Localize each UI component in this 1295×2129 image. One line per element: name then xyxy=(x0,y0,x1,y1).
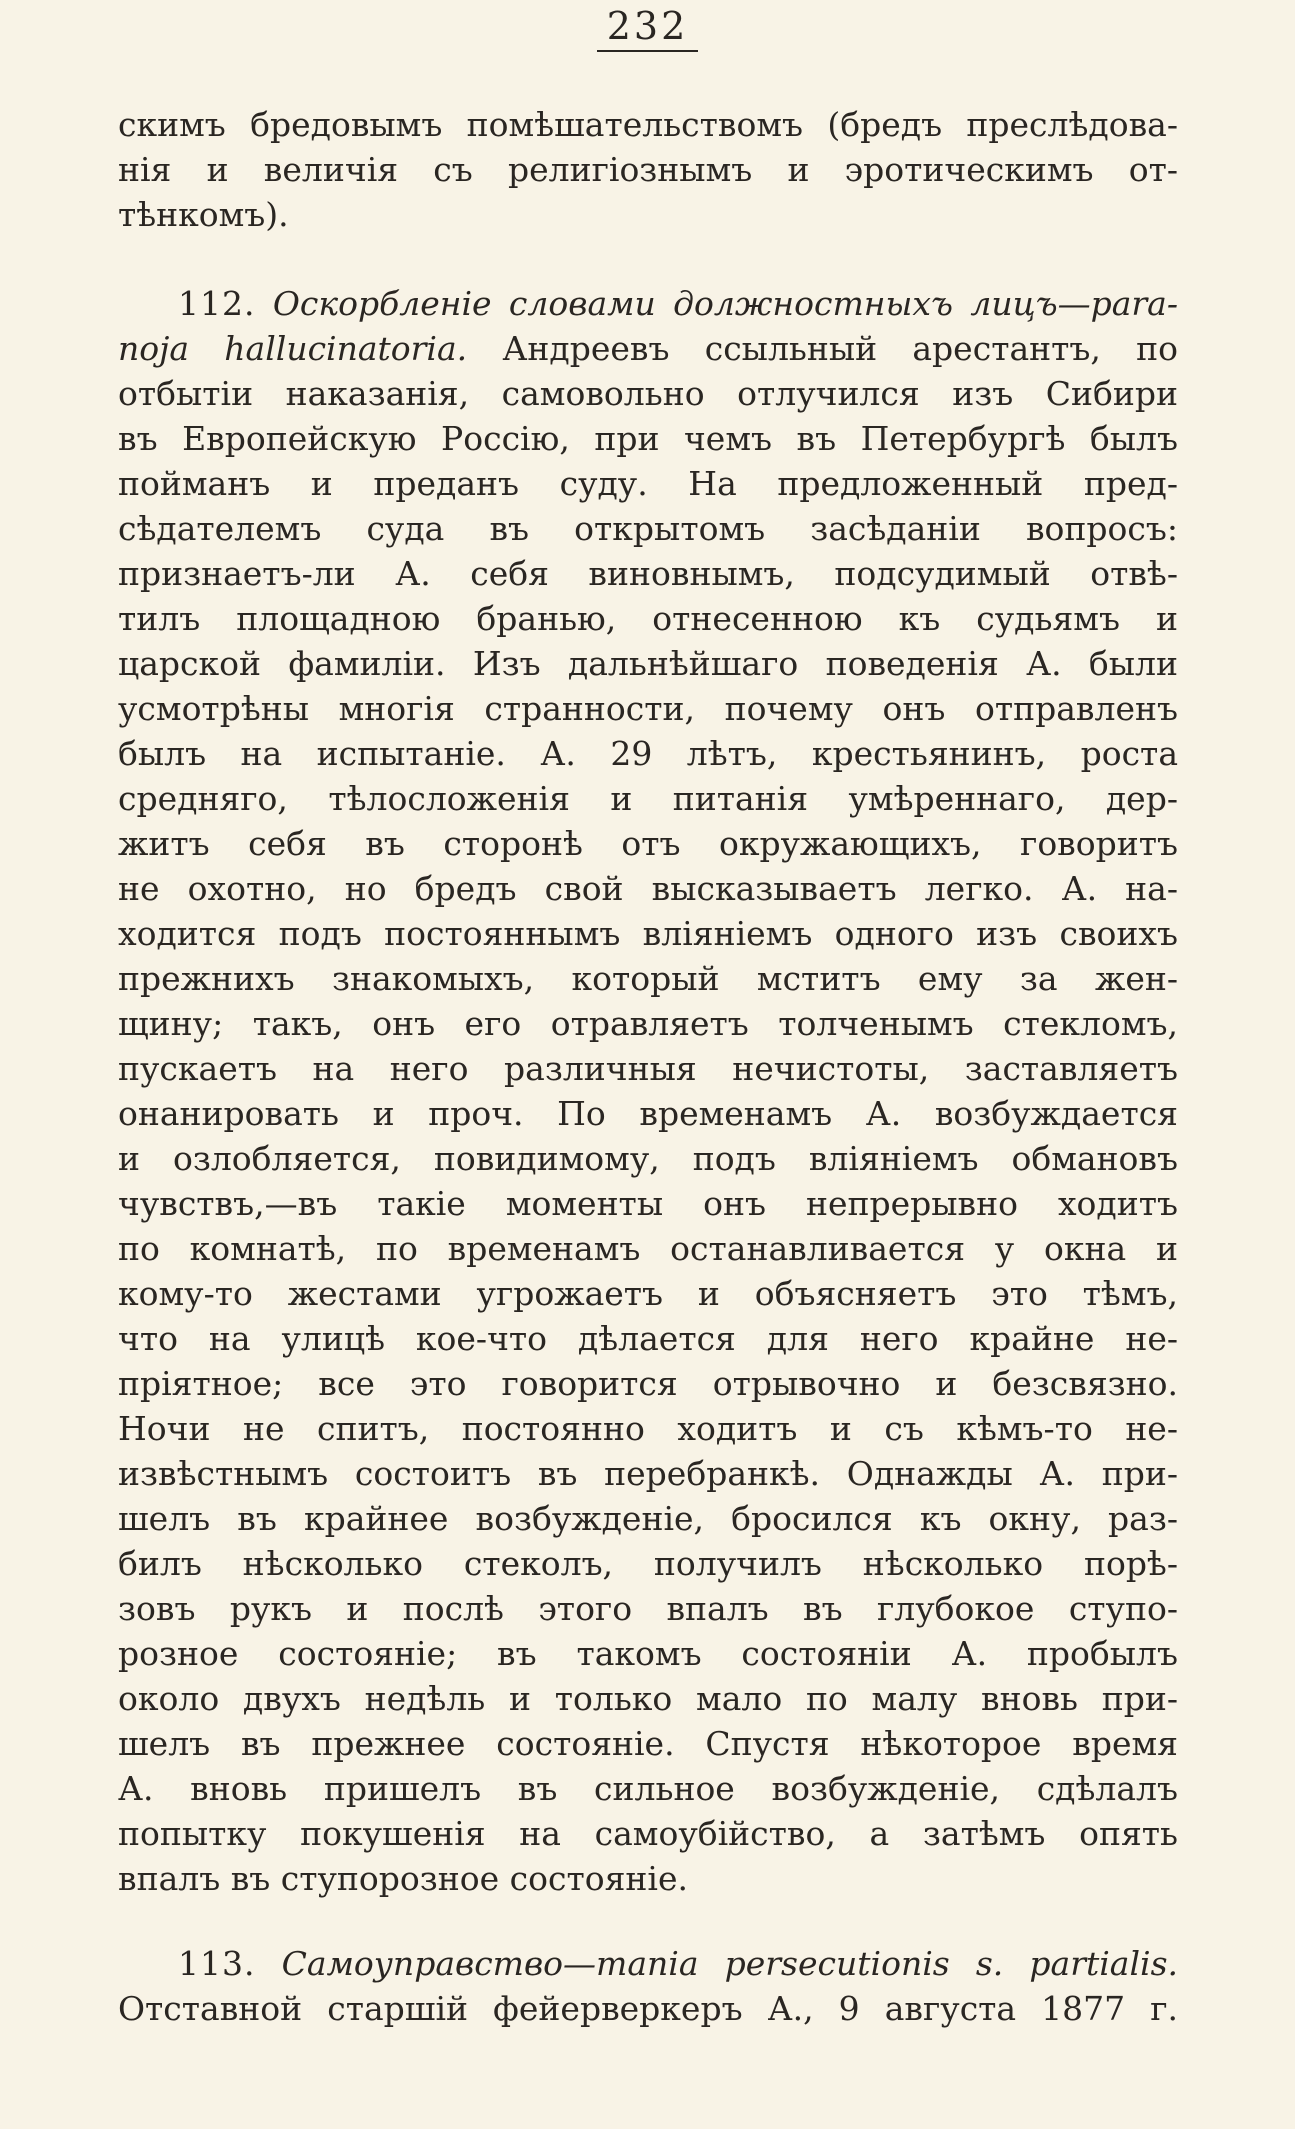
text-line: зовъ рукъ и послѣ этого впалъ въ глубокое ступо- xyxy=(118,1589,1178,1628)
section-113 xyxy=(118,1941,1178,2031)
text-line: щину; такъ, онъ его отравляетъ толченымъ стекломъ, xyxy=(118,1004,1178,1043)
text-line: извѣстнымъ состоитъ въ перебранкѣ. Однажды А. при- xyxy=(118,1454,1178,1493)
text-line: прежнихъ знакомыхъ, который мститъ ему за жен- xyxy=(118,959,1178,998)
text-line: пріятное; все это говорится отрывочно и безсвязно. xyxy=(118,1364,1178,1403)
section-number: 113. xyxy=(178,1944,256,1983)
paragraph-gap xyxy=(118,237,1178,281)
section-number: 112. xyxy=(178,284,256,323)
text-column xyxy=(118,102,1178,2031)
section-title-continued: noja hallucinatoria. xyxy=(118,329,468,368)
page-header xyxy=(0,4,1295,52)
text-line: и озлобляется, повидимому, подъ вліяніемъ обмановъ xyxy=(118,1139,1178,1178)
text-line: въ Европейскую Россію, при чемъ въ Петербургѣ былъ xyxy=(118,419,1178,458)
text-line: попытку покушенія на самоубійство, а затѣмъ опять xyxy=(118,1814,1178,1853)
text-line: Отставной старшій фейерверкеръ А., 9 августа 1877 г. xyxy=(118,1989,1178,2028)
text-line: билъ нѣсколько стеколъ, получилъ нѣсколько порѣ- xyxy=(118,1544,1178,1583)
text-line: былъ на испытаніе. А. 29 лѣтъ, крестьянинъ, роста xyxy=(118,734,1178,773)
text-line: нія и величія съ религіознымъ и эротическимъ от- xyxy=(118,150,1178,189)
section-body xyxy=(118,371,1178,1856)
section-title: Самоуправство—mania persecutionis s. partialis. xyxy=(281,1944,1178,1983)
section-heading-line xyxy=(118,281,1178,326)
text-line: ходится подъ постояннымъ вліяніемъ одного изъ своихъ xyxy=(118,914,1178,953)
text-line: впалъ въ ступорозное состояніе. xyxy=(118,1859,688,1898)
text-line: сѣдателемъ суда въ открытомъ засѣданіи вопросъ: xyxy=(118,509,1178,548)
text-line: около двухъ недѣль и только мало по малу вновь при- xyxy=(118,1679,1178,1718)
text-line: признаетъ-ли А. себя виновнымъ, подсудимый отвѣ- xyxy=(118,554,1178,593)
text-line: кому-то жестами угрожаетъ и объясняетъ это тѣмъ, xyxy=(118,1274,1178,1313)
text-line: пойманъ и преданъ суду. На предложенный пред- xyxy=(118,464,1178,503)
text-line: усмотрѣны многія странности, почему онъ отправленъ xyxy=(118,689,1178,728)
section-title: Оскорбленіе словами должностныхъ лицъ—para- xyxy=(272,284,1178,323)
text-line: Ночи не спитъ, постоянно ходитъ и съ кѣмъ-то не- xyxy=(118,1409,1178,1448)
text-line: шелъ въ крайнее возбужденіе, бросился къ окну, раз- xyxy=(118,1499,1178,1538)
page-number: 232 xyxy=(597,4,699,52)
text-line: не охотно, но бредъ свой высказываетъ легко. А. на- xyxy=(118,869,1178,908)
text-line: тѣнкомъ). xyxy=(118,195,289,234)
text-line: пускаетъ на него различныя нечистоты, заставляетъ xyxy=(118,1049,1178,1088)
text-line: онанировать и проч. По временамъ А. возбуждается xyxy=(118,1094,1178,1133)
text-line: отбытіи наказанія, самовольно отлучился изъ Сибири xyxy=(118,374,1178,413)
paragraph-gap xyxy=(118,1901,1178,1941)
text-line: средняго, тѣлосложенія и питанія умѣреннаго, дер- xyxy=(118,779,1178,818)
section-heading-line xyxy=(118,1941,1178,1986)
text-line: житъ себя въ сторонѣ отъ окружающихъ, говоритъ xyxy=(118,824,1178,863)
section-112 xyxy=(118,281,1178,1901)
paragraph-111-tail xyxy=(118,102,1178,237)
text-fragment: Андреевъ ссыльный арестантъ, по xyxy=(502,329,1178,368)
section-heading-line xyxy=(118,326,1178,371)
text-line: розное состояніе; въ такомъ состояніи А. пробылъ xyxy=(118,1634,1178,1673)
text-line: царской фамиліи. Изъ дальнѣйшаго поведенія А. были xyxy=(118,644,1178,683)
text-line: А. вновь пришелъ въ сильное возбужденіе, сдѣлалъ xyxy=(118,1769,1178,1808)
text-line: шелъ въ прежнее состояніе. Спустя нѣкоторое время xyxy=(118,1724,1178,1763)
text-line: по комнатѣ, по временамъ останавливается у окна и xyxy=(118,1229,1178,1268)
text-line: скимъ бредовымъ помѣшательствомъ (бредъ преслѣдова- xyxy=(118,105,1178,144)
text-line: что на улицѣ кое-что дѣлается для него крайне не- xyxy=(118,1319,1178,1358)
text-line: тилъ площадною бранью, отнесенною къ судьямъ и xyxy=(118,599,1178,638)
text-line: чувствъ,—въ такіе моменты онъ непрерывно ходитъ xyxy=(118,1184,1178,1223)
